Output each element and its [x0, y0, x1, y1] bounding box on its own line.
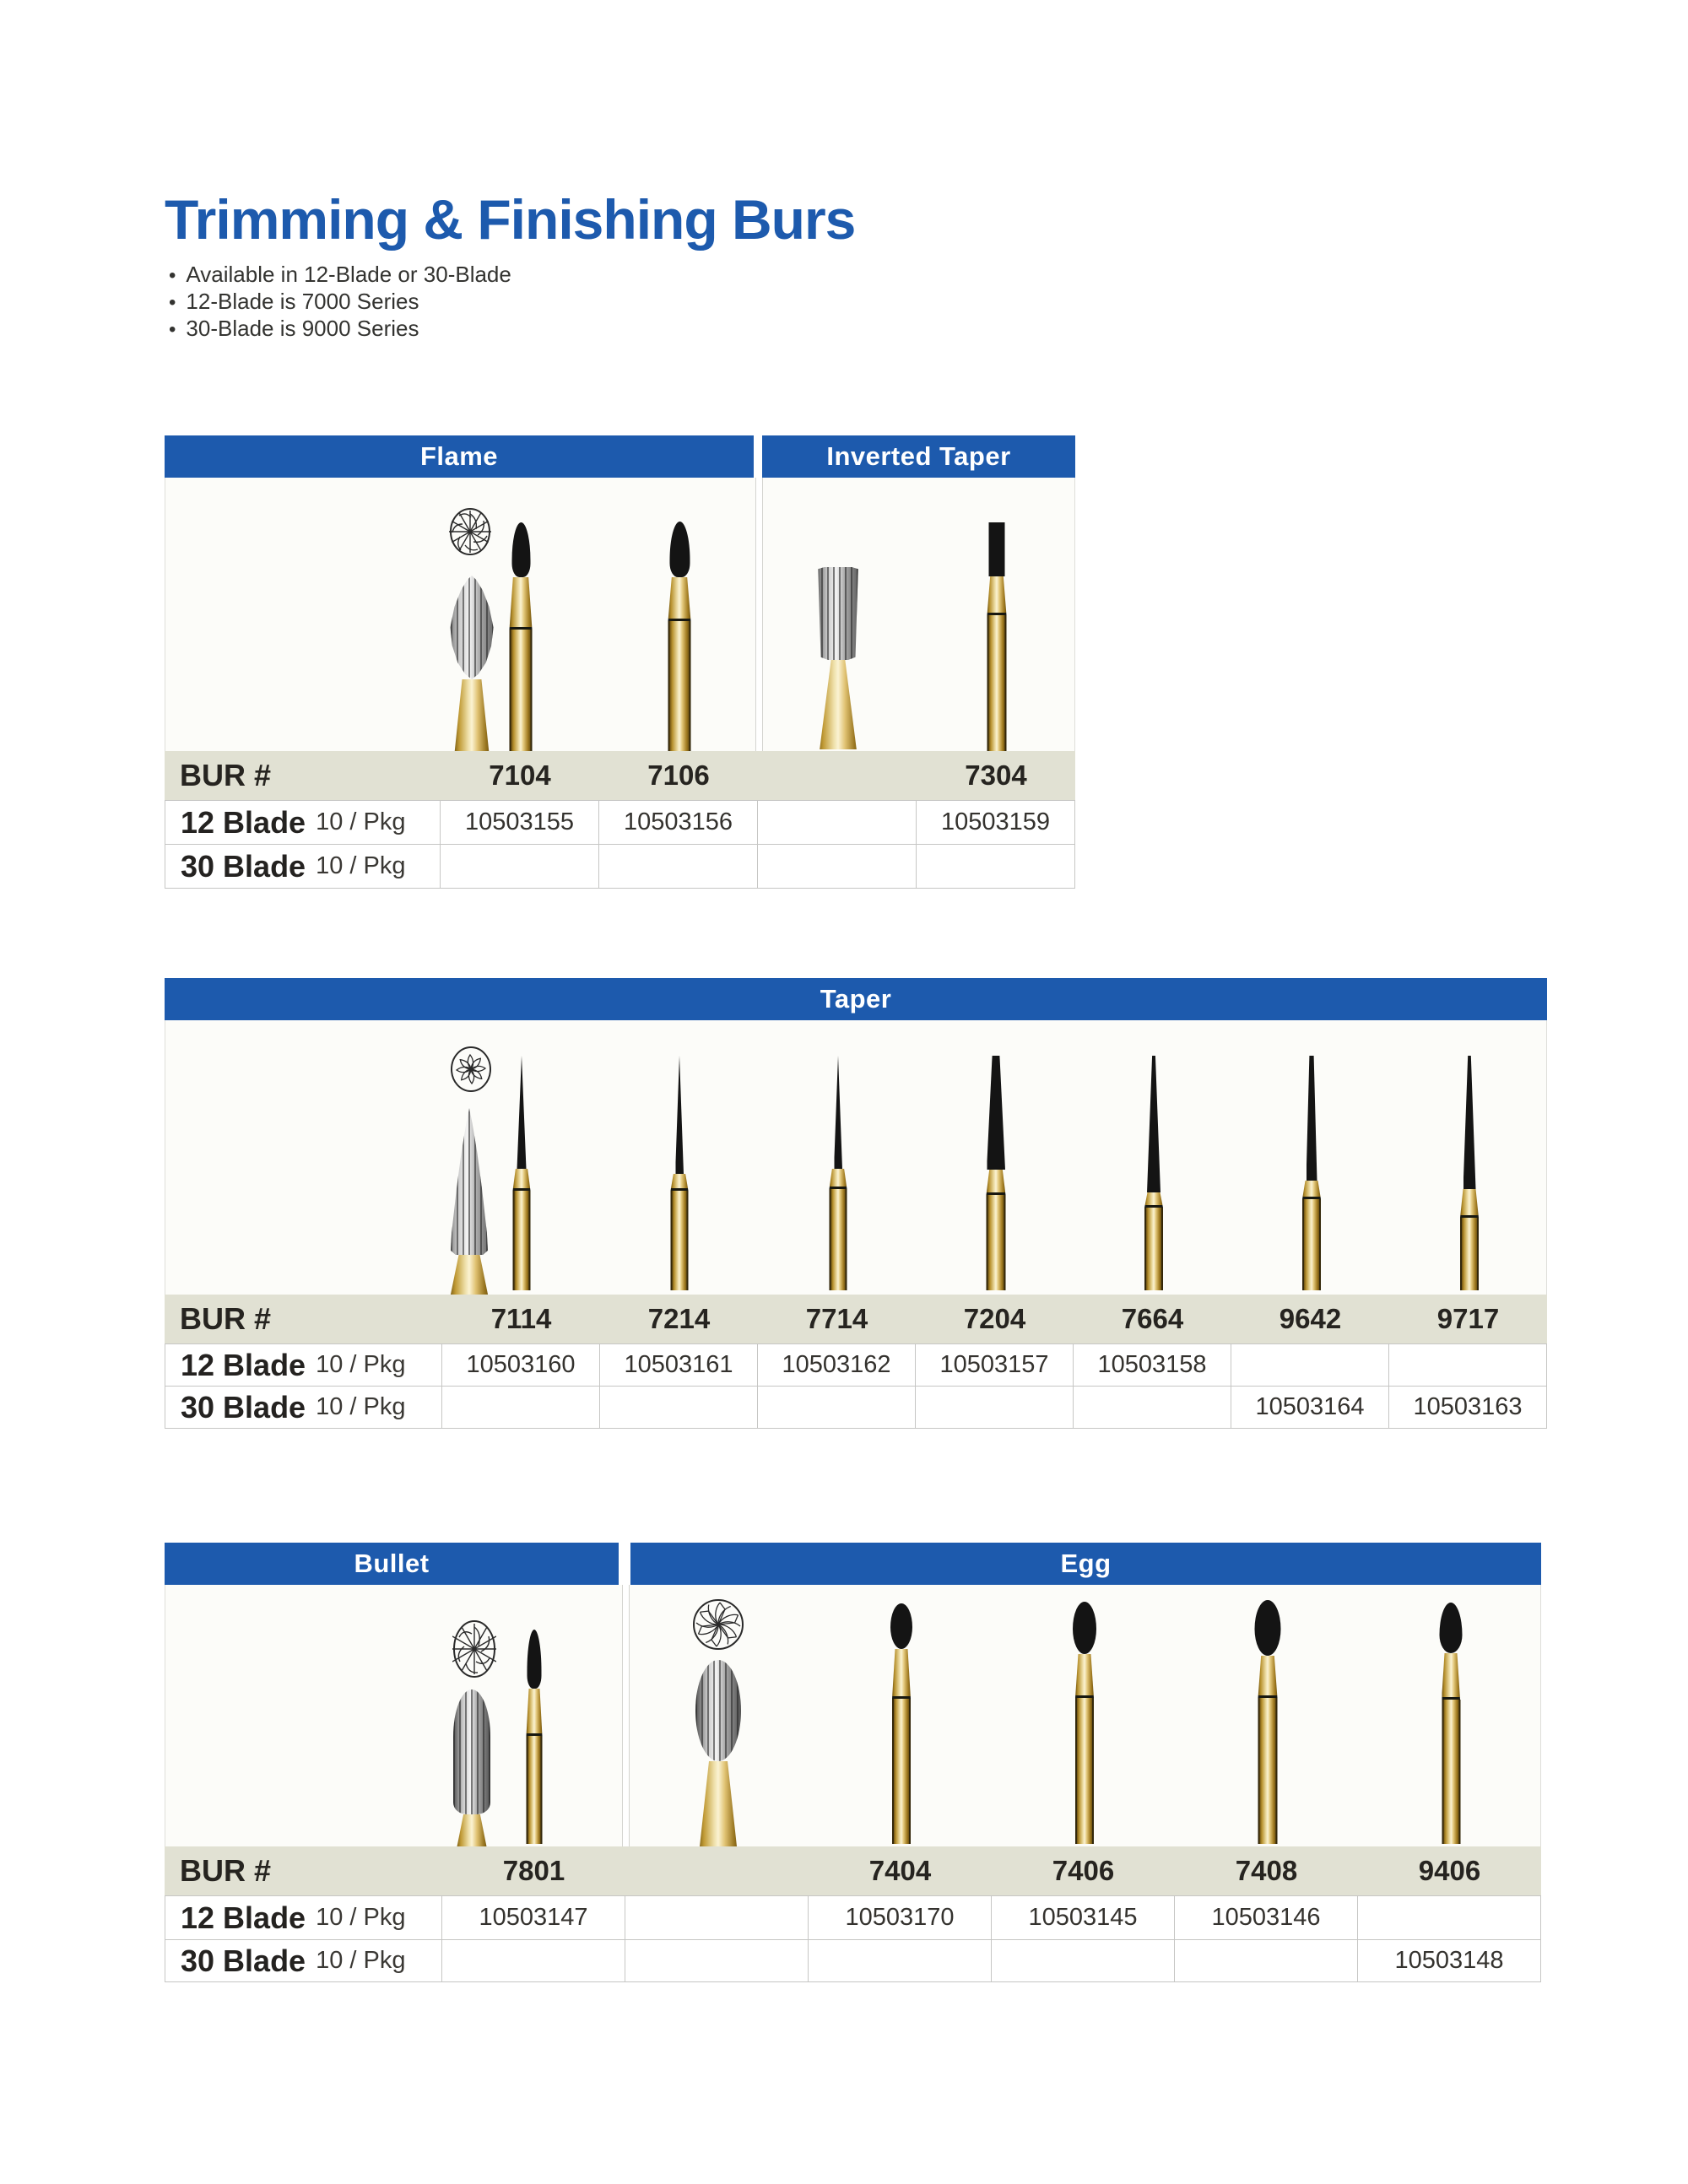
bur-illustration-7214: [671, 1056, 689, 1290]
bur-number-cell: 7104: [489, 760, 551, 791]
pkg-label: 10 / Pkg: [316, 1393, 406, 1420]
bur-illustration-7204: [987, 1056, 1006, 1290]
blade-cross-section-turbine-icon: [691, 1597, 745, 1652]
pkg-label: 10 / Pkg: [316, 1351, 406, 1378]
blade12-label-cell: [165, 1895, 442, 1940]
bur-number-cell: 7404: [868, 1855, 932, 1886]
bur-illustration-7304: [987, 522, 1007, 751]
bur-illustration-7408: [1255, 1600, 1281, 1844]
section-header-egg: Egg: [630, 1543, 1541, 1585]
part-number-cell: 10503164: [1231, 1387, 1389, 1429]
blade30-row: [165, 1940, 1541, 1982]
table-header-row: [165, 978, 1547, 1020]
part-number-cell: 10503156: [599, 800, 758, 845]
bur-illustration-7406: [1073, 1602, 1096, 1844]
blade12-label-cell: [165, 1343, 442, 1387]
part-number-cell: 10503159: [917, 800, 1075, 845]
blade-cross-section-wheel-icon: [452, 1619, 496, 1679]
bur-number-cell: 7204: [963, 1303, 1026, 1334]
bur-number-cell: 7304: [965, 760, 1027, 791]
part-number-cell: [758, 1387, 916, 1429]
part-number-cell: 10503158: [1074, 1343, 1231, 1387]
part-number-cell: 10503147: [442, 1895, 625, 1940]
bur-illustration-9717: [1460, 1056, 1479, 1290]
feature-list: [169, 262, 511, 343]
bur-illustration-area: [165, 1020, 1547, 1295]
silver-taper-bur-illustration: [445, 1108, 494, 1295]
page-title: Trimming & Finishing Burs: [165, 188, 856, 251]
part-number-cell: [442, 1387, 600, 1429]
bullet-marker: •: [169, 291, 176, 314]
blade30-label-cell: [165, 1940, 442, 1982]
pkg-label: 10 / Pkg: [316, 1904, 406, 1931]
pkg-label: 10 / Pkg: [316, 852, 406, 879]
section-header-bullet: Bullet: [165, 1543, 619, 1585]
table-header-row: [165, 435, 1075, 478]
bur-number-cell: 9642: [1279, 1303, 1342, 1334]
bullet-text: 12-Blade is 7000 Series: [186, 289, 419, 314]
bur-number-label: BUR #: [180, 1853, 272, 1888]
part-number-cell: [1358, 1895, 1541, 1940]
bullet-marker: •: [169, 318, 176, 341]
bur-number-cell: 7664: [1121, 1303, 1184, 1334]
bur-illustration-7114: [513, 1056, 531, 1290]
bur-number-label: BUR #: [180, 758, 272, 792]
bur-illustration-9406: [1440, 1603, 1463, 1844]
blade30-label-cell: [165, 1387, 442, 1429]
part-number-cell: 10503157: [916, 1343, 1074, 1387]
part-number-cell: 10503145: [992, 1895, 1175, 1940]
part-number-cell: [809, 1940, 992, 1982]
bur-illustration-area: [165, 1585, 1541, 1846]
part-number-cell: [1231, 1343, 1389, 1387]
bur-number-cell: 7214: [647, 1303, 711, 1334]
section-divider: [622, 1585, 630, 1846]
blade30-label: 30 Blade: [181, 848, 306, 884]
blade12-row: [165, 1895, 1541, 1940]
pkg-label: 10 / Pkg: [316, 1947, 406, 1974]
part-number-cell: [758, 800, 917, 845]
table-flame-inverted-taper: [165, 435, 1075, 889]
blade30-label-cell: [165, 845, 441, 889]
table-taper: [165, 978, 1547, 1429]
part-number-cell: 10503155: [441, 800, 599, 845]
part-number-cell: [625, 1940, 809, 1982]
pkg-label: 10 / Pkg: [316, 808, 406, 835]
part-number-cell: [1389, 1343, 1547, 1387]
blade12-label: 12 Blade: [181, 1900, 306, 1935]
blade12-label-cell: [165, 800, 441, 845]
section-header-taper: Taper: [165, 978, 1547, 1020]
part-number-cell: 10503163: [1389, 1387, 1547, 1429]
table-header-row: [165, 1543, 1541, 1585]
bur-illustration-7664: [1144, 1056, 1163, 1290]
part-number-cell: 10503160: [442, 1343, 600, 1387]
blade30-label: 30 Blade: [181, 1389, 306, 1424]
part-number-cell: [600, 1387, 758, 1429]
part-number-cell: 10503162: [758, 1343, 916, 1387]
bur-illustration-9642: [1302, 1056, 1321, 1290]
bur-illustration-7104: [510, 522, 533, 751]
blade30-row: [165, 845, 1075, 889]
section-header-flame: Flame: [165, 435, 754, 478]
bur-number-row: [165, 1846, 1541, 1895]
part-number-cell: 10503146: [1175, 1895, 1358, 1940]
part-number-cell: [916, 1387, 1074, 1429]
silver-bullet-bur-illustration: [453, 1689, 490, 1846]
silver-inverted-taper-bur-illustration: [815, 567, 861, 751]
blade12-row: [165, 1343, 1547, 1387]
part-number-cell: 10503170: [809, 1895, 992, 1940]
part-number-cell: [625, 1895, 809, 1940]
bur-number-row: [165, 1295, 1547, 1343]
bur-number-cell: 9717: [1436, 1303, 1500, 1334]
silver-flame-bur-illustration: [445, 576, 499, 751]
bur-illustration-7106: [668, 522, 691, 751]
silver-egg-bur-illustration: [695, 1660, 741, 1846]
bur-number-row: [165, 751, 1075, 800]
bullet-text: Available in 12-Blade or 30-Blade: [186, 262, 511, 287]
list-item: [169, 289, 511, 316]
part-number-cell: [599, 845, 758, 889]
blade-cross-section-swirl-icon: [450, 1046, 492, 1093]
part-number-cell: [917, 845, 1075, 889]
part-number-cell: [1074, 1387, 1231, 1429]
bur-illustration-7714: [830, 1056, 847, 1290]
blade12-label: 12 Blade: [181, 1347, 306, 1382]
blade12-row: [165, 800, 1075, 845]
bullet-text: 30-Blade is 9000 Series: [186, 316, 419, 341]
list-item: [169, 262, 511, 289]
part-number-cell: 10503148: [1358, 1940, 1541, 1982]
bur-number-cell: 7801: [502, 1855, 565, 1886]
part-number-cell: 10503161: [600, 1343, 758, 1387]
section-divider: [755, 478, 763, 751]
table-bullet-egg: [165, 1543, 1541, 1982]
bur-illustration-7404: [890, 1603, 912, 1844]
bur-number-cell: 7408: [1235, 1855, 1298, 1886]
blade30-label: 30 Blade: [181, 1943, 306, 1978]
bur-number-cell: 7406: [1052, 1855, 1115, 1886]
part-number-cell: [442, 1940, 625, 1982]
part-number-cell: [992, 1940, 1175, 1982]
bur-number-label: BUR #: [180, 1301, 272, 1336]
bur-illustration-area: [165, 478, 1075, 751]
blade12-label: 12 Blade: [181, 804, 306, 840]
part-number-cell: [758, 845, 917, 889]
bur-number-cell: 7714: [805, 1303, 868, 1334]
blade-cross-section-wheel-icon: [449, 507, 491, 556]
part-number-cell: [1175, 1940, 1358, 1982]
list-item: [169, 316, 511, 343]
bur-number-cell: 7114: [490, 1303, 552, 1334]
section-header-inverted-taper: Inverted Taper: [762, 435, 1075, 478]
bullet-marker: •: [169, 264, 176, 287]
bur-illustration-7801: [527, 1630, 543, 1844]
bur-number-cell: 9406: [1418, 1855, 1481, 1886]
part-number-cell: [441, 845, 599, 889]
bur-number-cell: 7106: [647, 760, 710, 791]
blade30-row: [165, 1387, 1547, 1429]
